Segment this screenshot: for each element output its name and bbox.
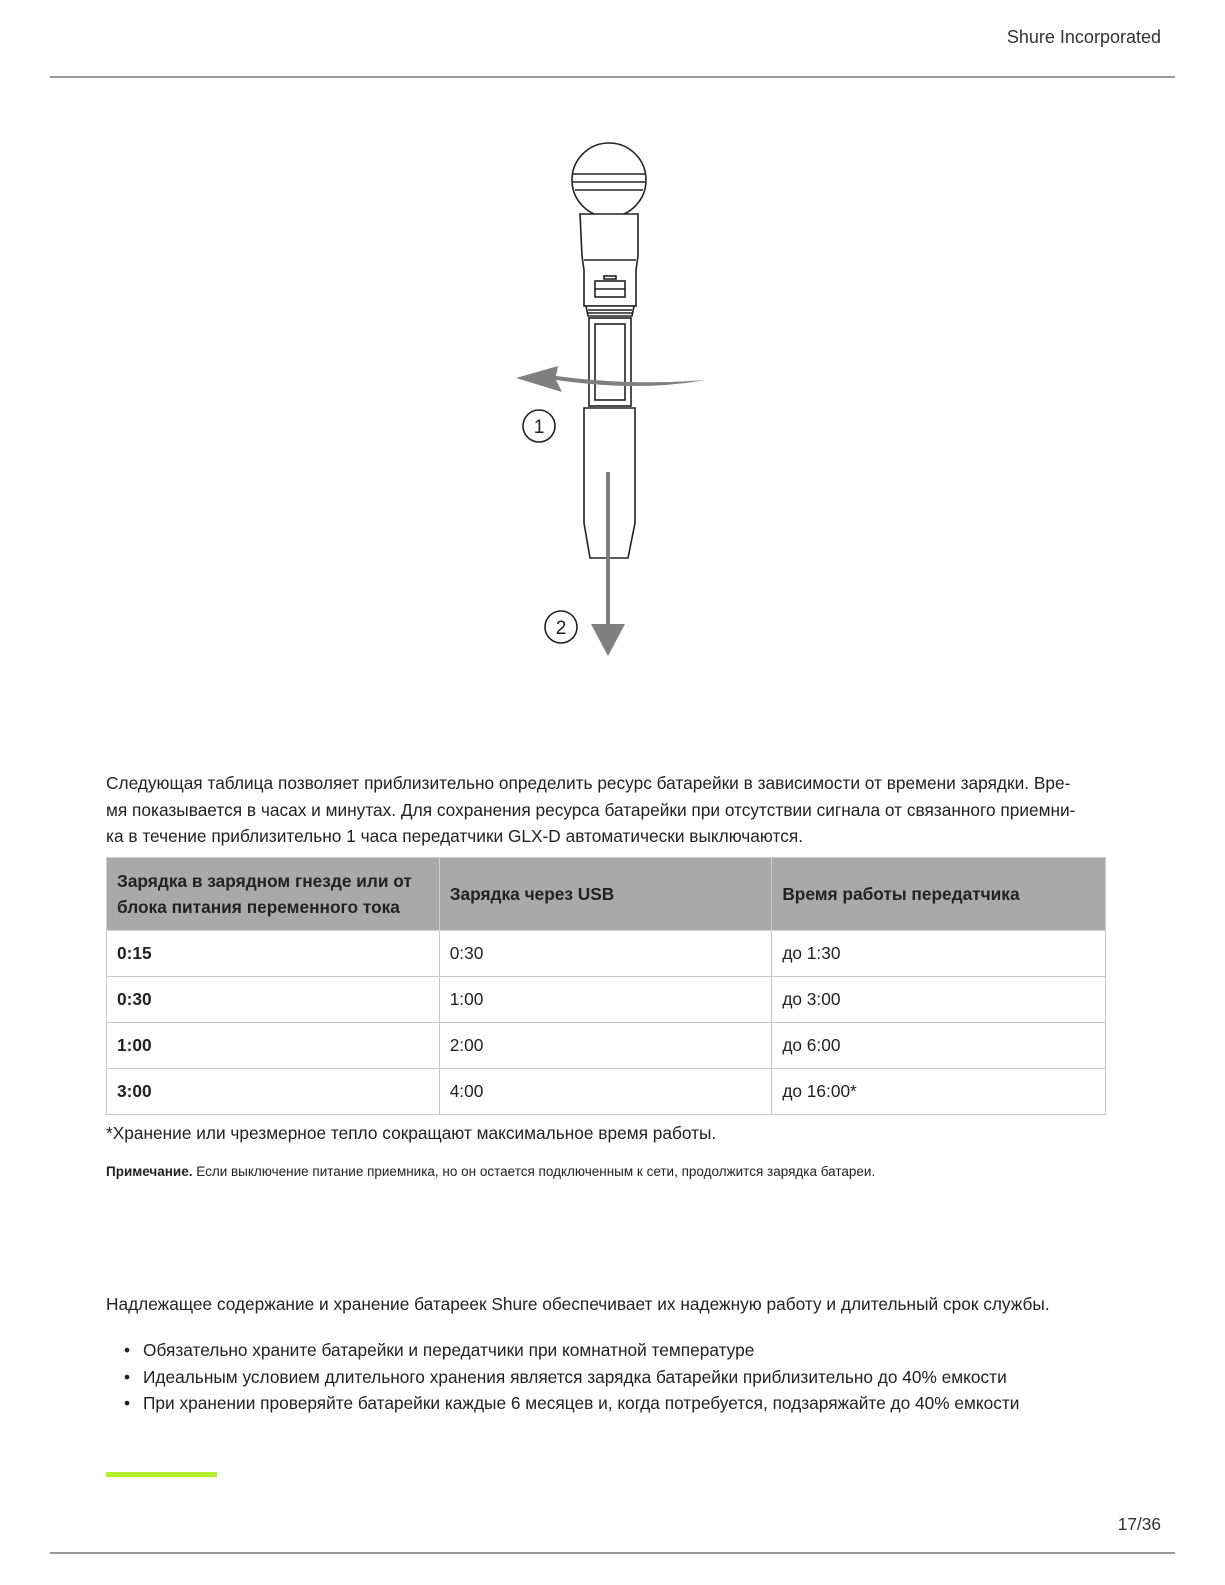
note-text: Если выключение питание приемника, но он остается подключенным к сети, продолжится зарядка батареи. [192, 1164, 876, 1179]
table-header-row [107, 858, 1106, 931]
intro-line: ка в течение приблизительно 1 часа передатчики GLX-D автоматически выключаются. [106, 826, 804, 846]
cell-usb: 4:00 [439, 1069, 772, 1115]
cell-usb: 0:30 [439, 931, 772, 977]
footer-divider [50, 1552, 1175, 1554]
cell-runtime: до 16:00* [772, 1069, 1106, 1115]
runtime-intro-paragraph [106, 770, 1116, 850]
cell-dock: 0:30 [107, 977, 440, 1023]
list-item [106, 1390, 1019, 1417]
intro-line: Следующая таблица позволяет приблизительно определить ресурс батарейки в зависимости от времени зарядки. Вре- [106, 773, 1071, 793]
header-line: блока питания переменного тока [117, 897, 400, 917]
microphone-battery-removal-illustration [500, 130, 740, 670]
microphone-grille [572, 143, 646, 217]
cell-usb: 1:00 [439, 977, 772, 1023]
cell-runtime: до 3:00 [772, 977, 1106, 1023]
table-row [107, 1069, 1106, 1115]
cell-runtime: до 6:00 [772, 1023, 1106, 1069]
header-divider [50, 76, 1175, 78]
step-2-marker [545, 611, 577, 643]
table-row [107, 931, 1106, 977]
svg-text:1: 1 [533, 417, 545, 438]
battery-care-list [106, 1337, 1019, 1417]
header-company-name: Shure Incorporated [1006, 27, 1161, 47]
list-item [106, 1337, 1019, 1364]
charging-note [106, 1164, 875, 1179]
table-row [107, 977, 1106, 1023]
svg-text:2: 2 [555, 618, 567, 639]
column-header-usb-charge: Зарядка через USB [439, 858, 772, 931]
cell-dock: 3:00 [107, 1069, 440, 1115]
list-item [106, 1364, 1019, 1391]
table-row [107, 1023, 1106, 1069]
intro-line: мя показывается в часах и минутах. Для сохранения ресурса батарейки при отсутствии сигнала от связанного приемни- [106, 799, 1076, 820]
page-number: 17/36 [1117, 1514, 1161, 1534]
header-line: Зарядка в зарядном гнезде или от [117, 871, 412, 891]
bullet: • [124, 1340, 131, 1360]
cell-usb: 2:00 [439, 1023, 772, 1069]
bullet: • [124, 1393, 131, 1413]
note-label: Примечание. [106, 1164, 193, 1179]
list-item-text: Идеальным условием длительного хранения является зарядка батарейки приблизительно до 40% емкости [143, 1366, 1007, 1387]
battery-care-paragraph: Надлежащее содержание и хранение батареек Shure обеспечивает их надежную работу и длительный срок службы. [106, 1294, 1050, 1314]
step-1-marker [523, 410, 555, 442]
column-header-runtime: Время работы передатчика [772, 858, 1106, 931]
cell-dock: 1:00 [107, 1023, 440, 1069]
cell-dock: 0:15 [107, 931, 440, 977]
list-item-text: При хранении проверяйте батарейки каждые 6 месяцев и, когда потребуется, подзаряжайте до 40% емкости [143, 1393, 1020, 1413]
cell-runtime: до 1:30 [772, 931, 1106, 977]
bullet: • [124, 1366, 131, 1387]
list-item-text: Обязательно храните батарейки и передатчики при комнатной температуре [143, 1340, 755, 1360]
accent-bar [106, 1472, 217, 1477]
storage-footnote: *Хранение или чрезмерное тепло сокращают максимальное время работы. [106, 1123, 717, 1143]
charge-runtime-table [106, 857, 1106, 1115]
column-header-dock-charge [107, 858, 440, 931]
